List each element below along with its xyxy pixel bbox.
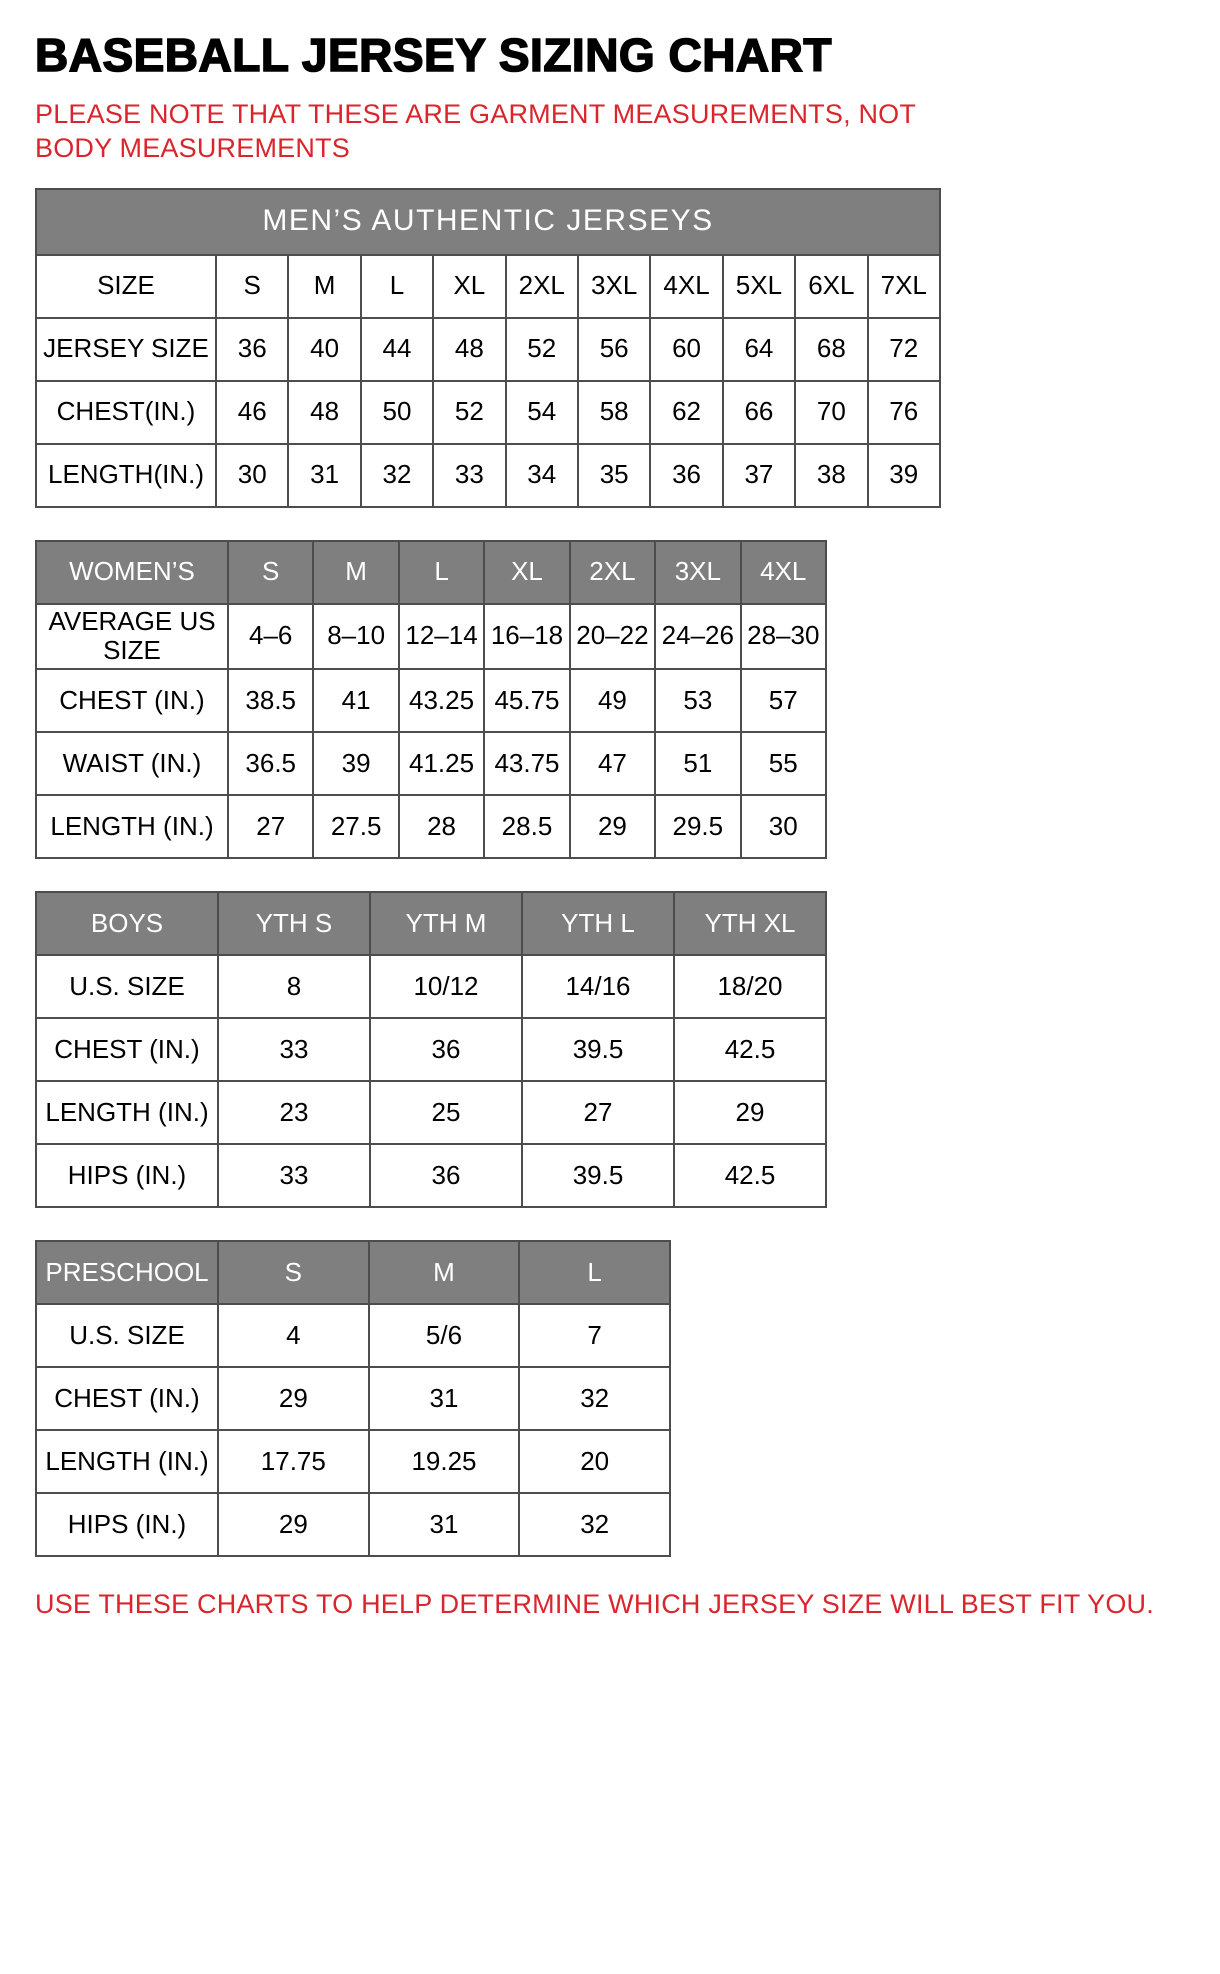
size-header-cell: 3XL bbox=[655, 541, 740, 604]
row-label: LENGTH(IN.) bbox=[36, 444, 216, 507]
value-cell: 35 bbox=[578, 444, 650, 507]
table-row bbox=[36, 1367, 670, 1430]
value-cell: 45.75 bbox=[484, 669, 569, 732]
value-cell: M bbox=[288, 255, 360, 318]
womens-header-row bbox=[36, 541, 826, 604]
size-header-cell: YTH L bbox=[522, 892, 674, 955]
row-label: HIPS (IN.) bbox=[36, 1144, 218, 1207]
preschool-header-row bbox=[36, 1241, 670, 1304]
table-row bbox=[36, 1018, 826, 1081]
size-header-cell: 2XL bbox=[570, 541, 655, 604]
value-cell: 28.5 bbox=[484, 795, 569, 858]
size-header-cell: YTH M bbox=[370, 892, 522, 955]
value-cell: 36 bbox=[650, 444, 722, 507]
size-header-cell: S bbox=[228, 541, 313, 604]
value-cell: 39.5 bbox=[522, 1018, 674, 1081]
value-cell: 56 bbox=[578, 318, 650, 381]
value-cell: 53 bbox=[655, 669, 740, 732]
value-cell: 12–14 bbox=[399, 604, 484, 670]
value-cell: 18/20 bbox=[674, 955, 826, 1018]
table-row bbox=[36, 732, 826, 795]
value-cell: 64 bbox=[723, 318, 795, 381]
value-cell: S bbox=[216, 255, 288, 318]
value-cell: 2XL bbox=[506, 255, 578, 318]
value-cell: 16–18 bbox=[484, 604, 569, 670]
size-header-cell: S bbox=[218, 1241, 369, 1304]
value-cell: 5XL bbox=[723, 255, 795, 318]
value-cell: 24–26 bbox=[655, 604, 740, 670]
preschool-table bbox=[35, 1240, 1185, 1557]
value-cell: 41.25 bbox=[399, 732, 484, 795]
value-cell: 33 bbox=[218, 1018, 370, 1081]
value-cell: 62 bbox=[650, 381, 722, 444]
table-row bbox=[36, 381, 940, 444]
value-cell: 72 bbox=[868, 318, 940, 381]
row-label: U.S. SIZE bbox=[36, 955, 218, 1018]
boys-header-row bbox=[36, 892, 826, 955]
garment-measurement-note: PLEASE NOTE THAT THESE ARE GARMENT MEASUREMENTS, NOT BODY MEASUREMENTS bbox=[35, 99, 916, 163]
value-cell: 30 bbox=[216, 444, 288, 507]
value-cell: 23 bbox=[218, 1081, 370, 1144]
value-cell: 70 bbox=[795, 381, 867, 444]
table-row bbox=[36, 1144, 826, 1207]
footer-note: USE THESE CHARTS TO HELP DETERMINE WHICH JERSEY SIZE WILL BEST FIT YOU. bbox=[35, 1589, 1154, 1620]
value-cell: 8–10 bbox=[313, 604, 398, 670]
value-cell: 42.5 bbox=[674, 1144, 826, 1207]
value-cell: 33 bbox=[218, 1144, 370, 1207]
value-cell: 32 bbox=[519, 1493, 670, 1556]
table-row bbox=[36, 795, 826, 858]
row-label: CHEST (IN.) bbox=[36, 1018, 218, 1081]
value-cell: 55 bbox=[741, 732, 826, 795]
row-label: WOMEN’S bbox=[36, 541, 228, 604]
row-label: LENGTH (IN.) bbox=[36, 1430, 218, 1493]
size-header-cell: YTH XL bbox=[674, 892, 826, 955]
value-cell: 39.5 bbox=[522, 1144, 674, 1207]
row-label: CHEST(IN.) bbox=[36, 381, 216, 444]
value-cell: 28–30 bbox=[741, 604, 826, 670]
value-cell: 28 bbox=[399, 795, 484, 858]
table-row bbox=[36, 318, 940, 381]
value-cell: 39 bbox=[868, 444, 940, 507]
value-cell: 29 bbox=[674, 1081, 826, 1144]
value-cell: 49 bbox=[570, 669, 655, 732]
value-cell: 47 bbox=[570, 732, 655, 795]
size-header-cell: YTH S bbox=[218, 892, 370, 955]
womens-table bbox=[35, 540, 1185, 860]
row-label: CHEST (IN.) bbox=[36, 669, 228, 732]
value-cell: 20 bbox=[519, 1430, 670, 1493]
value-cell: 46 bbox=[216, 381, 288, 444]
value-cell: 32 bbox=[519, 1367, 670, 1430]
value-cell: 36 bbox=[370, 1144, 522, 1207]
value-cell: 4 bbox=[218, 1304, 369, 1367]
value-cell: 33 bbox=[433, 444, 505, 507]
value-cell: 68 bbox=[795, 318, 867, 381]
value-cell: 8 bbox=[218, 955, 370, 1018]
mens-authentic-jerseys-table bbox=[35, 188, 1185, 508]
row-label: LENGTH (IN.) bbox=[36, 1081, 218, 1144]
row-label: U.S. SIZE bbox=[36, 1304, 218, 1367]
value-cell: 27.5 bbox=[313, 795, 398, 858]
boys-grid bbox=[35, 891, 827, 1208]
value-cell: XL bbox=[433, 255, 505, 318]
value-cell: 19.25 bbox=[369, 1430, 520, 1493]
size-header-cell: XL bbox=[484, 541, 569, 604]
boys-table bbox=[35, 891, 1185, 1208]
size-header-cell: M bbox=[369, 1241, 520, 1304]
value-cell: 17.75 bbox=[218, 1430, 369, 1493]
value-cell: 42.5 bbox=[674, 1018, 826, 1081]
value-cell: 38 bbox=[795, 444, 867, 507]
value-cell: 14/16 bbox=[522, 955, 674, 1018]
table-row bbox=[36, 604, 826, 670]
table-row bbox=[36, 255, 940, 318]
value-cell: 4–6 bbox=[228, 604, 313, 670]
value-cell: 36 bbox=[370, 1018, 522, 1081]
value-cell: 27 bbox=[228, 795, 313, 858]
value-cell: 10/12 bbox=[370, 955, 522, 1018]
value-cell: 7 bbox=[519, 1304, 670, 1367]
row-label: WAIST (IN.) bbox=[36, 732, 228, 795]
preschool-grid bbox=[35, 1240, 671, 1557]
value-cell: 31 bbox=[288, 444, 360, 507]
value-cell: 36 bbox=[216, 318, 288, 381]
value-cell: 48 bbox=[288, 381, 360, 444]
value-cell: 76 bbox=[868, 381, 940, 444]
row-label: AVERAGE US SIZE bbox=[36, 604, 228, 670]
value-cell: 4XL bbox=[650, 255, 722, 318]
value-cell: 54 bbox=[506, 381, 578, 444]
value-cell: 58 bbox=[578, 381, 650, 444]
table-row bbox=[36, 1304, 670, 1367]
value-cell: 38.5 bbox=[228, 669, 313, 732]
table-row bbox=[36, 669, 826, 732]
value-cell: 51 bbox=[655, 732, 740, 795]
table-row bbox=[36, 1493, 670, 1556]
row-label: LENGTH (IN.) bbox=[36, 795, 228, 858]
size-header-cell: 4XL bbox=[741, 541, 826, 604]
size-header-cell: L bbox=[519, 1241, 670, 1304]
value-cell: 60 bbox=[650, 318, 722, 381]
value-cell: 5/6 bbox=[369, 1304, 520, 1367]
value-cell: 32 bbox=[361, 444, 433, 507]
table-row bbox=[36, 1430, 670, 1493]
value-cell: 40 bbox=[288, 318, 360, 381]
page-title: BASEBALL JERSEY SIZING CHART bbox=[35, 29, 832, 81]
value-cell: 36.5 bbox=[228, 732, 313, 795]
value-cell: 57 bbox=[741, 669, 826, 732]
row-label: SIZE bbox=[36, 255, 216, 318]
value-cell: 43.75 bbox=[484, 732, 569, 795]
table-row bbox=[36, 1081, 826, 1144]
row-label: CHEST (IN.) bbox=[36, 1367, 218, 1430]
value-cell: 3XL bbox=[578, 255, 650, 318]
value-cell: 30 bbox=[741, 795, 826, 858]
value-cell: 50 bbox=[361, 381, 433, 444]
value-cell: 37 bbox=[723, 444, 795, 507]
value-cell: 44 bbox=[361, 318, 433, 381]
value-cell: 27 bbox=[522, 1081, 674, 1144]
value-cell: 29 bbox=[218, 1493, 369, 1556]
value-cell: 34 bbox=[506, 444, 578, 507]
value-cell: 52 bbox=[433, 381, 505, 444]
size-header-cell: M bbox=[313, 541, 398, 604]
value-cell: 41 bbox=[313, 669, 398, 732]
table-row bbox=[36, 444, 940, 507]
row-label: BOYS bbox=[36, 892, 218, 955]
value-cell: 7XL bbox=[868, 255, 940, 318]
value-cell: 52 bbox=[506, 318, 578, 381]
value-cell: 25 bbox=[370, 1081, 522, 1144]
row-label: HIPS (IN.) bbox=[36, 1493, 218, 1556]
value-cell: 20–22 bbox=[570, 604, 655, 670]
value-cell: 48 bbox=[433, 318, 505, 381]
value-cell: 29 bbox=[570, 795, 655, 858]
size-header-cell: L bbox=[399, 541, 484, 604]
value-cell: 43.25 bbox=[399, 669, 484, 732]
mens-authentic-jerseys-banner: MEN’S AUTHENTIC JERSEYS bbox=[36, 189, 940, 255]
value-cell: 31 bbox=[369, 1367, 520, 1430]
row-label: JERSEY SIZE bbox=[36, 318, 216, 381]
value-cell: 29 bbox=[218, 1367, 369, 1430]
value-cell: 39 bbox=[313, 732, 398, 795]
row-label: PRESCHOOL bbox=[36, 1241, 218, 1304]
value-cell: 31 bbox=[369, 1493, 520, 1556]
table-row bbox=[36, 955, 826, 1018]
value-cell: 6XL bbox=[795, 255, 867, 318]
value-cell: 66 bbox=[723, 381, 795, 444]
value-cell: 29.5 bbox=[655, 795, 740, 858]
womens-grid bbox=[35, 540, 827, 860]
value-cell: L bbox=[361, 255, 433, 318]
mens-authentic-jerseys-grid bbox=[35, 188, 941, 508]
